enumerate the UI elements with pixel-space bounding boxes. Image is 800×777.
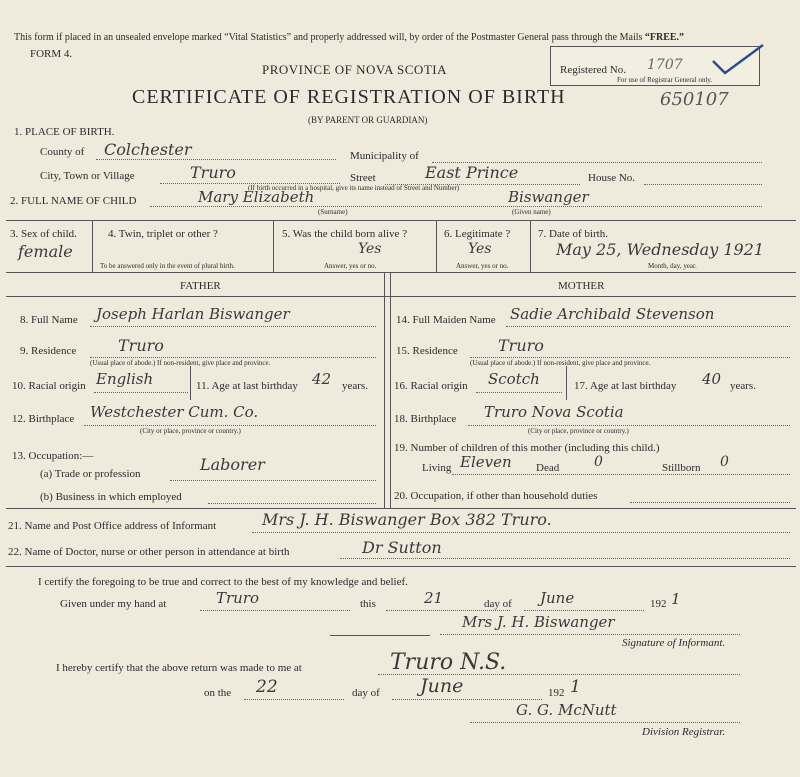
return-year-digit: 1 [570,677,581,697]
father-trade: Laborer [200,455,265,474]
county-value: Colchester [104,140,192,159]
place-section-label: 1. PLACE OF BIRTH. [14,126,115,138]
signature-caption: Signature of Informant. [622,637,726,649]
dead-value: 0 [594,454,603,470]
father-business-label: (b) Business in which employed [40,491,182,503]
page-title: CERTIFICATE OF REGISTRATION OF BIRTH [132,86,566,108]
page-subtitle: (BY PARENT OR GUARDIAN) [308,115,428,125]
day-of-label: day of [484,598,512,610]
return-month: June [420,675,464,697]
given-month: June [540,589,575,607]
child-given-name: Mary Elizabeth [198,188,315,206]
doctor-value: Dr Sutton [362,538,442,557]
street-label: Street [350,172,376,184]
child-name-label: 2. FULL NAME OF CHILD [10,195,137,207]
dead-label: Dead [536,462,560,474]
father-name-label: 8. Full Name [20,314,78,326]
mother-birthplace-note: (City or place, province or country.) [528,427,629,435]
father-birthplace-label: 12. Birthplace [12,413,75,425]
surname-caption: (Surname) [318,208,348,216]
check-mark-icon [709,43,765,77]
city-value: Truro [190,163,236,182]
city-label: City, Town or Village [40,170,135,182]
mother-residence-label: 15. Residence [396,345,458,357]
father-name: Joseph Harlan Biswanger [96,305,290,323]
father-trade-label: (a) Trade or profession [40,468,141,480]
registered-value: 1707 [647,57,683,73]
mother-children-label: 19. Number of children of this mother (including this child.) [394,442,660,454]
registrar-signature: G. G. McNutt [516,701,617,719]
registrar-caption: Division Registrar. [642,726,726,738]
return-day: 22 [256,677,278,697]
given-day: 21 [424,589,444,607]
dob-note: Month, day, year. [648,262,697,270]
mother-race: Scotch [488,370,540,388]
given-year-prefix: 192 [650,598,667,610]
mother-birthplace-label: 18. Birthplace [394,413,457,425]
given-year-digit: 1 [671,590,681,608]
province-heading: PROVINCE OF NOVA SCOTIA [262,62,447,77]
stillborn-value: 0 [720,454,729,470]
mother-name: Sadie Archibald Stevenson [510,305,715,323]
registered-label: Registered No. [560,64,626,76]
child-surname: Biswanger [508,188,589,206]
father-age-label: 11. Age at last birthday [196,380,298,392]
father-birthplace: Westchester Cum. Co. [90,403,259,421]
on-label: on the [204,687,232,699]
return-day-of-label: day of [352,687,380,699]
father-residence-note: (Usual place of abode.) If non-resident, give place and province. [90,359,271,367]
registrar-note: For use of Registrar General only. [617,76,713,84]
this-label: this [360,598,376,610]
certify-statement: I certify the foregoing to be true and correct to the best of my knowledge and belief. [38,576,408,588]
father-heading: FATHER [180,280,221,292]
father-residence: Truro [118,336,164,355]
sex-label: 3. Sex of child. [10,228,77,240]
father-age: 42 [312,370,332,388]
twin-label: 4. Twin, triplet or other ? [108,228,218,240]
mother-age: 40 [702,370,722,388]
mother-residence-note: (Usual place of abode.) If non-resident, give place and province. [470,359,651,367]
mother-age-label: 17. Age at last birthday [574,380,677,392]
informant-label: 21. Name and Post Office address of Informant [8,520,217,532]
father-years: years. [342,380,368,392]
father-birthplace-note: (City or place, province or country.) [140,427,241,435]
doctor-label: 22. Name of Doctor, nurse or other person in attendance at birth [8,546,290,558]
father-residence-label: 9. Residence [20,345,77,357]
alive-label: 5. Was the child born alive ? [282,228,408,240]
return-year-prefix: 192 [548,687,565,699]
postal-notice [14,31,684,44]
mother-heading: MOTHER [558,280,605,292]
postal-notice-text: This form if placed in an unsealed envelope marked “Vital Statistics” and properly addressed will, by order of the Postmaster General pass through the Mails [14,32,643,43]
legitimate-value: Yes [468,241,492,257]
stamp-number: 650107 [660,89,729,110]
legitimate-note: Answer, yes or no. [456,262,509,270]
street-value: East Prince [425,163,519,182]
hospital-note: (If birth occurred in a hospital, give its name instead of Street and Number) [248,184,460,192]
mother-name-label: 14. Full Maiden Name [396,314,496,326]
father-occupation-label: 13. Occupation:— [12,450,94,462]
postal-notice-free: “FREE.” [644,32,685,43]
mother-occupation-label: 20. Occupation, if other than household duties [394,490,598,502]
informant-value: Mrs J. H. Biswanger Box 382 Truro. [262,510,552,529]
legitimate-label: 6. Legitimate ? [444,228,511,240]
dob-value: May 25, Wednesday 1921 [556,240,765,259]
alive-note: Answer, yes or no. [324,262,377,270]
given-caption: (Given name) [512,208,551,216]
mother-residence: Truro [498,336,544,355]
county-label: County of [40,146,85,158]
form-number: FORM 4. [30,48,73,60]
father-race-label: 10. Racial origin [12,380,86,392]
mother-birthplace: Truro Nova Scotia [484,403,624,421]
dob-label: 7. Date of birth. [538,228,608,240]
given-label: Given under my hand at [60,598,167,610]
stillborn-label: Stillborn [662,462,701,474]
sex-value: female [18,242,73,261]
living-label: Living [422,462,452,474]
municipality-label: Municipality of [350,150,419,162]
informant-signature: Mrs J. H. Biswanger [462,613,615,631]
return-place: Truro N.S. [390,650,507,675]
house-label: House No. [588,172,636,184]
alive-value: Yes [358,241,382,257]
mother-race-label: 16. Racial origin [394,380,468,392]
return-statement: I hereby certify that the above return was made to me at [56,662,302,674]
registrar-box [550,46,760,86]
twin-note: To be answered only in the event of plural birth. [100,262,235,270]
given-place: Truro [216,589,260,607]
living-value: Eleven [460,453,512,471]
mother-years: years. [730,380,756,392]
father-race: English [96,370,154,388]
